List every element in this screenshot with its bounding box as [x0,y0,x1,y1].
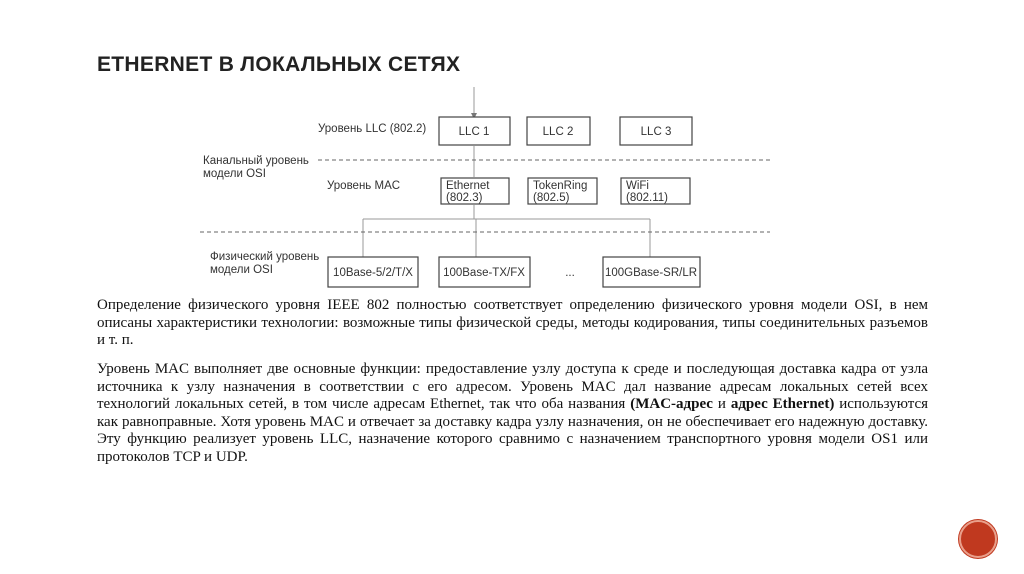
tokenring-std: (802.5) [533,192,570,204]
wifi-std: (802.11) [626,192,668,204]
label-phys-2: модели OSI [210,264,273,276]
phys-label: 10Base-5/2/T/X [333,267,413,279]
phys-label: 100Base-TX/FX [443,267,525,279]
wifi-label: WiFi [626,180,649,192]
ethernet-std: (802.3) [446,192,483,204]
text: используются как равноправные. Хотя уровень MAC и отвечает за доставку кадра узлу назначения, он не обеспечивает его надежную доставку. Эту функцию реализует уровень LLC, назначение которого сравнимо с назначением транспортного уровня модели OS1 или протоколов TCP и UDP. [97,396,929,465]
label-llc: Уровень LLC (802.2) [318,123,427,135]
label-mac: Уровень MAC [327,180,401,192]
ethernet-label: Ethernet [446,180,490,192]
phys-label: 100GBase-SR/LR [604,267,698,279]
label-phys: Физический уровень [210,251,320,263]
label-link-layer: Канальный уровень [203,155,309,167]
llc2-label: LLC 2 [542,126,574,138]
ellipsis: ... [565,267,575,279]
paragraph-mac-layer [97,361,928,467]
slide-decoration-circle [959,520,997,558]
bold-term: адрес Ethernet) [730,396,835,413]
paragraph-physical-layer: Определение физического уровня IEEE 802 полностью соответствует определению физического уровня модели OSI, в нем описаны характеристики технологии: возможные типы физической среды, методы кодирования, типы соединительных разъемов и т. п. [97,297,928,349]
label-link-layer-2: модели OSI [203,168,266,180]
tokenring-label: TokenRing [533,180,588,192]
llc3-label: LLC 3 [640,126,672,138]
bold-term: (MAC-адрес [630,396,713,413]
text: Уровень MAC выполняет две основные функции: предоставление узлу доступа к среде и последующая доставка кадра от узла источника к узлу назначения в соответствии с его адресом. Уровень MAC дал название адресам локальных сетей всех технологий локальных сетей, в том числе адресам Ethernet, так что оба названия [97,361,928,413]
slide-title: ETHERNET В ЛОКАЛЬНЫХ СЕТЯХ [97,53,461,76]
llc1-label: LLC 1 [458,126,490,138]
text: и [712,396,731,413]
